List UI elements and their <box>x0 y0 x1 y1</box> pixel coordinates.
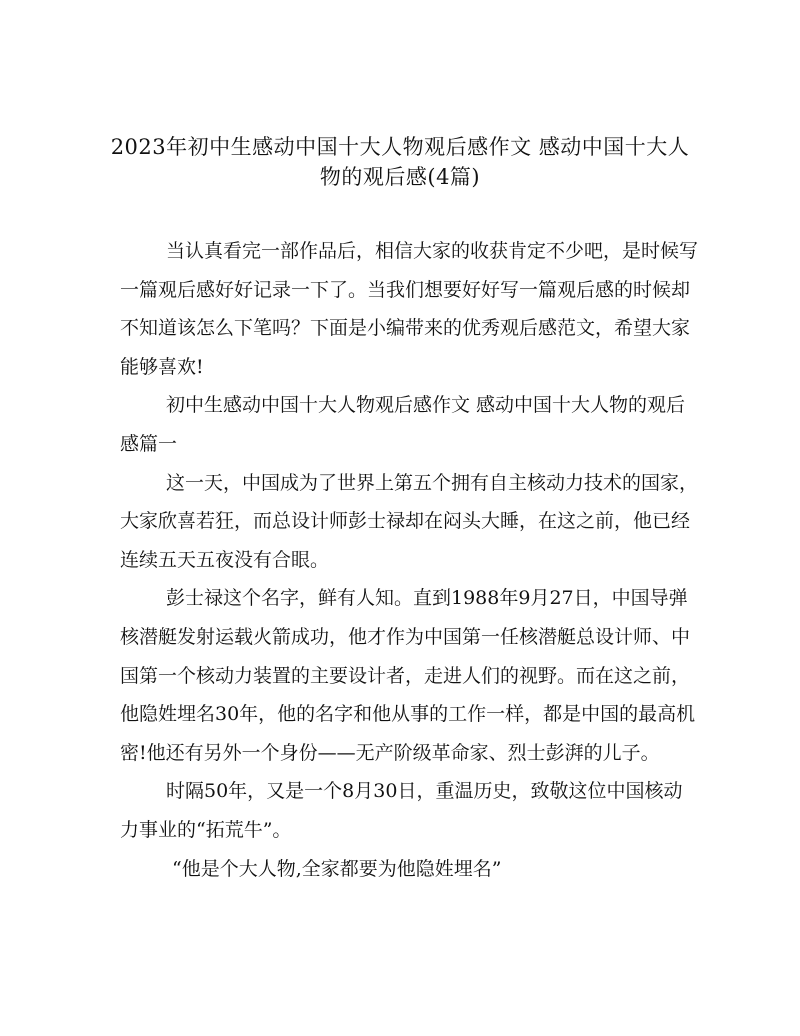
paragraph-line: 能够喜欢! <box>120 355 204 378</box>
paragraph-line: 他隐姓埋名30年，他的名字和他从事的工作一样，都是中国的最高机 <box>120 703 696 726</box>
paragraph-line: 一篇观后感好好记录一下了。当我们想要好好写一篇观后感的时候却 <box>120 278 691 301</box>
paragraph-line: 国第一个核动力装置的主要设计者，走进人们的视野。而在这之前， <box>120 664 691 687</box>
paragraph-line: 连续五天五夜没有合眼。 <box>120 548 330 571</box>
paragraph-line: 彭士禄这个名字，鲜有人知。直到1988年9月27日，中国导弹 <box>166 587 688 610</box>
document-body <box>120 232 700 888</box>
paragraph-line: 核潜艇发射运载火箭成功，他才作为中国第一任核潜艇总设计师、中 <box>120 625 691 648</box>
section-heading-line: 初中生感动中国十大人物观后感作文 感动中国十大人物的观后 <box>166 394 686 417</box>
document-title <box>100 132 700 192</box>
paragraph-line: 力事业的“拓荒牛”。 <box>120 818 292 841</box>
paragraph-line: 时隔50年，又是一个8月30日，重温历史，致敬这位中国核动 <box>166 780 683 803</box>
title-line-1: 2023年初中生感动中国十大人物观后感作文 感动中国十大人 <box>110 135 690 159</box>
paragraph-line: 密!他还有另外一个身份——无产阶级革命家、烈士彭湃的儿子。 <box>120 741 660 764</box>
section-heading-line: 感篇一 <box>120 432 178 455</box>
paragraph-line: 这一天，中国成为了世界上第五个拥有自主核动力技术的国家， <box>166 471 699 494</box>
title-line-2: 物的观后感(4篇) <box>319 165 481 189</box>
paragraph-line: 当认真看完一部作品后，相信大家的收获肯定不少吧，是时候写 <box>166 240 699 262</box>
paragraph-line: 不知道该怎么下笔吗？下面是小编带来的优秀观后感范文，希望大家 <box>120 317 691 340</box>
quote-heading-line: “他是个大人物,全家都要为他隐姓埋名” <box>172 857 502 880</box>
paragraph-line: 大家欣喜若狂，而总设计师彭士禄却在闷头大睡，在这之前，他已经 <box>120 510 691 533</box>
